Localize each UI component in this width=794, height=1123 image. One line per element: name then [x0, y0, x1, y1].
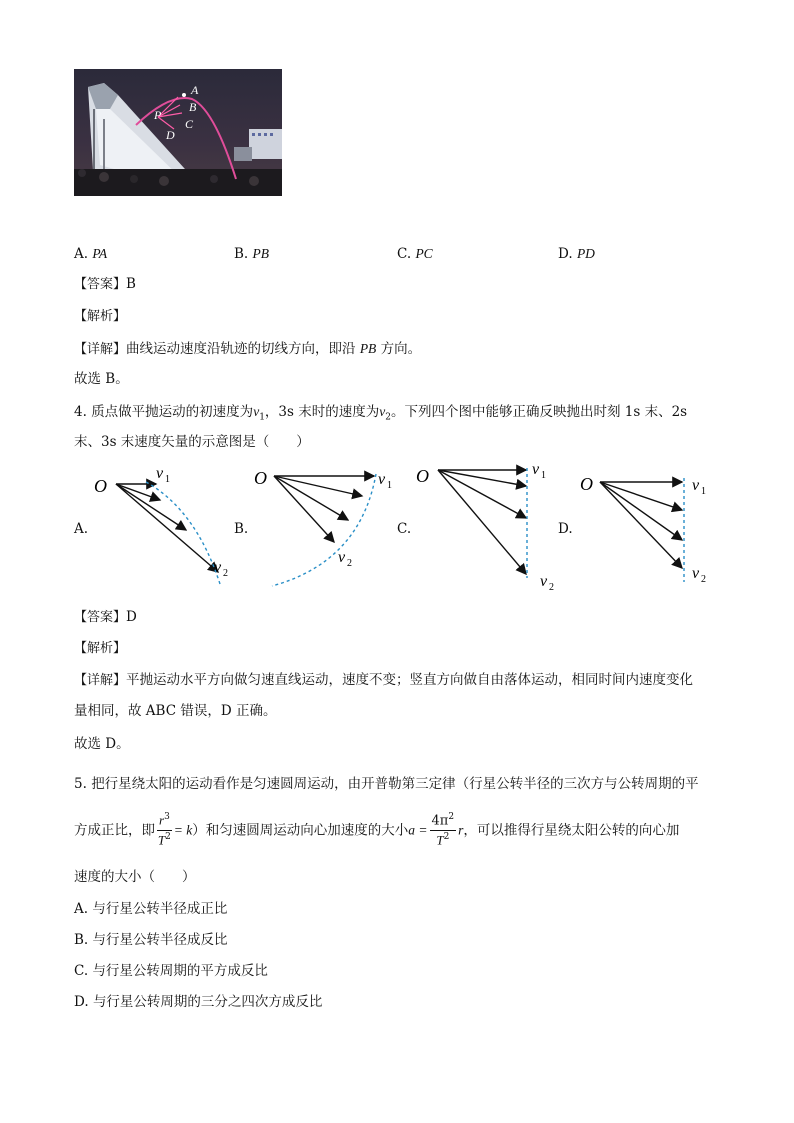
- svg-text:1: 1: [387, 480, 392, 491]
- q4-diagram-b: [250, 462, 400, 592]
- point-a-label: A: [191, 83, 199, 97]
- svg-text:v: v: [692, 477, 700, 494]
- point-b-label: B: [189, 100, 197, 114]
- svg-text:2: 2: [347, 558, 352, 569]
- svg-text:2: 2: [549, 582, 554, 593]
- svg-text:1: 1: [541, 470, 546, 481]
- q5-stem-line3: 速度的大小（ ）: [74, 869, 196, 885]
- q3-option-a: A. PA: [74, 246, 108, 262]
- q5-stem-line2: 方成正比，即 $\frac{r^3}{T^2}$ = k）和匀速圆周运动向心加速度的大小a = $\frac{4\pi^2}{T^2}$ r，可以推得行星绕太阳公转的向心加: [74, 812, 680, 848]
- q4-stem-line2: 末、3s 末速度矢量的示意图是（ ）: [74, 434, 310, 450]
- svg-text:1: 1: [701, 486, 706, 497]
- kepler-fraction: $\frac{r^3}{T^2}$: [157, 812, 171, 848]
- q4-diagram-c: [412, 458, 562, 593]
- svg-text:v: v: [532, 461, 540, 478]
- svg-text:v: v: [692, 565, 700, 582]
- svg-text:O: O: [416, 466, 429, 486]
- point-p-label: P: [154, 108, 162, 122]
- q3-conclusion: 故选 B。: [74, 371, 129, 387]
- q5-stem-line1: 5. 把行星绕太阳的运动看作是匀速圆周运动，由开普勒第三定律（行星公转半径的三次方与公转周期的平: [74, 776, 699, 792]
- svg-text:O: O: [94, 476, 107, 496]
- q3-answer: 【答案】B: [74, 276, 136, 292]
- q5-option-a: A. 与行星公转半径成正比: [74, 901, 228, 917]
- svg-text:v: v: [378, 471, 386, 488]
- q4-conclusion: 故选 D。: [74, 736, 130, 752]
- point-d-label: D: [166, 128, 175, 142]
- q4-option-c-label: C.: [397, 521, 412, 537]
- q4-option-a-label: A.: [74, 521, 89, 537]
- q4-detail-line1: 【详解】平抛运动水平方向做匀速直线运动，速度不变；竖直方向做自由落体运动，相同时间内速度变化: [74, 672, 694, 688]
- svg-text:v: v: [540, 573, 548, 590]
- q4-analysis-tag: 【解析】: [74, 641, 127, 656]
- svg-text:O: O: [254, 468, 267, 488]
- q4-option-d-label: D.: [558, 521, 573, 537]
- q3-option-c: C. PC: [397, 246, 433, 262]
- q3-detail: 【详解】曲线运动速度沿轨迹的切线方向，即沿 PB 方向。: [74, 341, 422, 357]
- svg-text:v: v: [338, 549, 346, 566]
- q5-option-c: C. 与行星公转周期的平方成反比: [74, 963, 268, 979]
- svg-text:v: v: [214, 559, 222, 576]
- q3-option-d: D. PD: [558, 246, 595, 262]
- q3-option-b: B. PB: [234, 246, 270, 262]
- q4-detail-line2: 量相同，故 ABC 错误，D 正确。: [74, 703, 277, 719]
- svg-text:2: 2: [701, 574, 706, 585]
- q3-analysis-tag: 【解析】: [74, 309, 127, 324]
- q5-option-b: B. 与行星公转半径成反比: [74, 932, 228, 948]
- q4-diagram-a: [88, 460, 238, 590]
- q4-diagram-d: [576, 462, 726, 592]
- svg-text:v: v: [156, 465, 164, 482]
- q4-option-b-label: B.: [234, 521, 249, 537]
- svg-text:1: 1: [165, 474, 170, 485]
- point-c-label: C: [185, 117, 194, 131]
- acceleration-fraction: $\frac{4\pi^2}{T^2}$: [431, 812, 455, 848]
- q4-answer: 【答案】D: [74, 609, 137, 625]
- ski-jump-photo: [74, 69, 282, 196]
- q4-stem-line1: 4. 质点做平抛运动的初速度为$v_1$，3s 末时的速度为$v_2$。下列四个图中能够正确反映抛出时刻 1s 末、2s: [74, 404, 688, 423]
- svg-text:O: O: [580, 474, 593, 494]
- q5-option-d: D. 与行星公转周期的三分之四次方成反比: [74, 994, 323, 1010]
- svg-text:2: 2: [223, 568, 228, 579]
